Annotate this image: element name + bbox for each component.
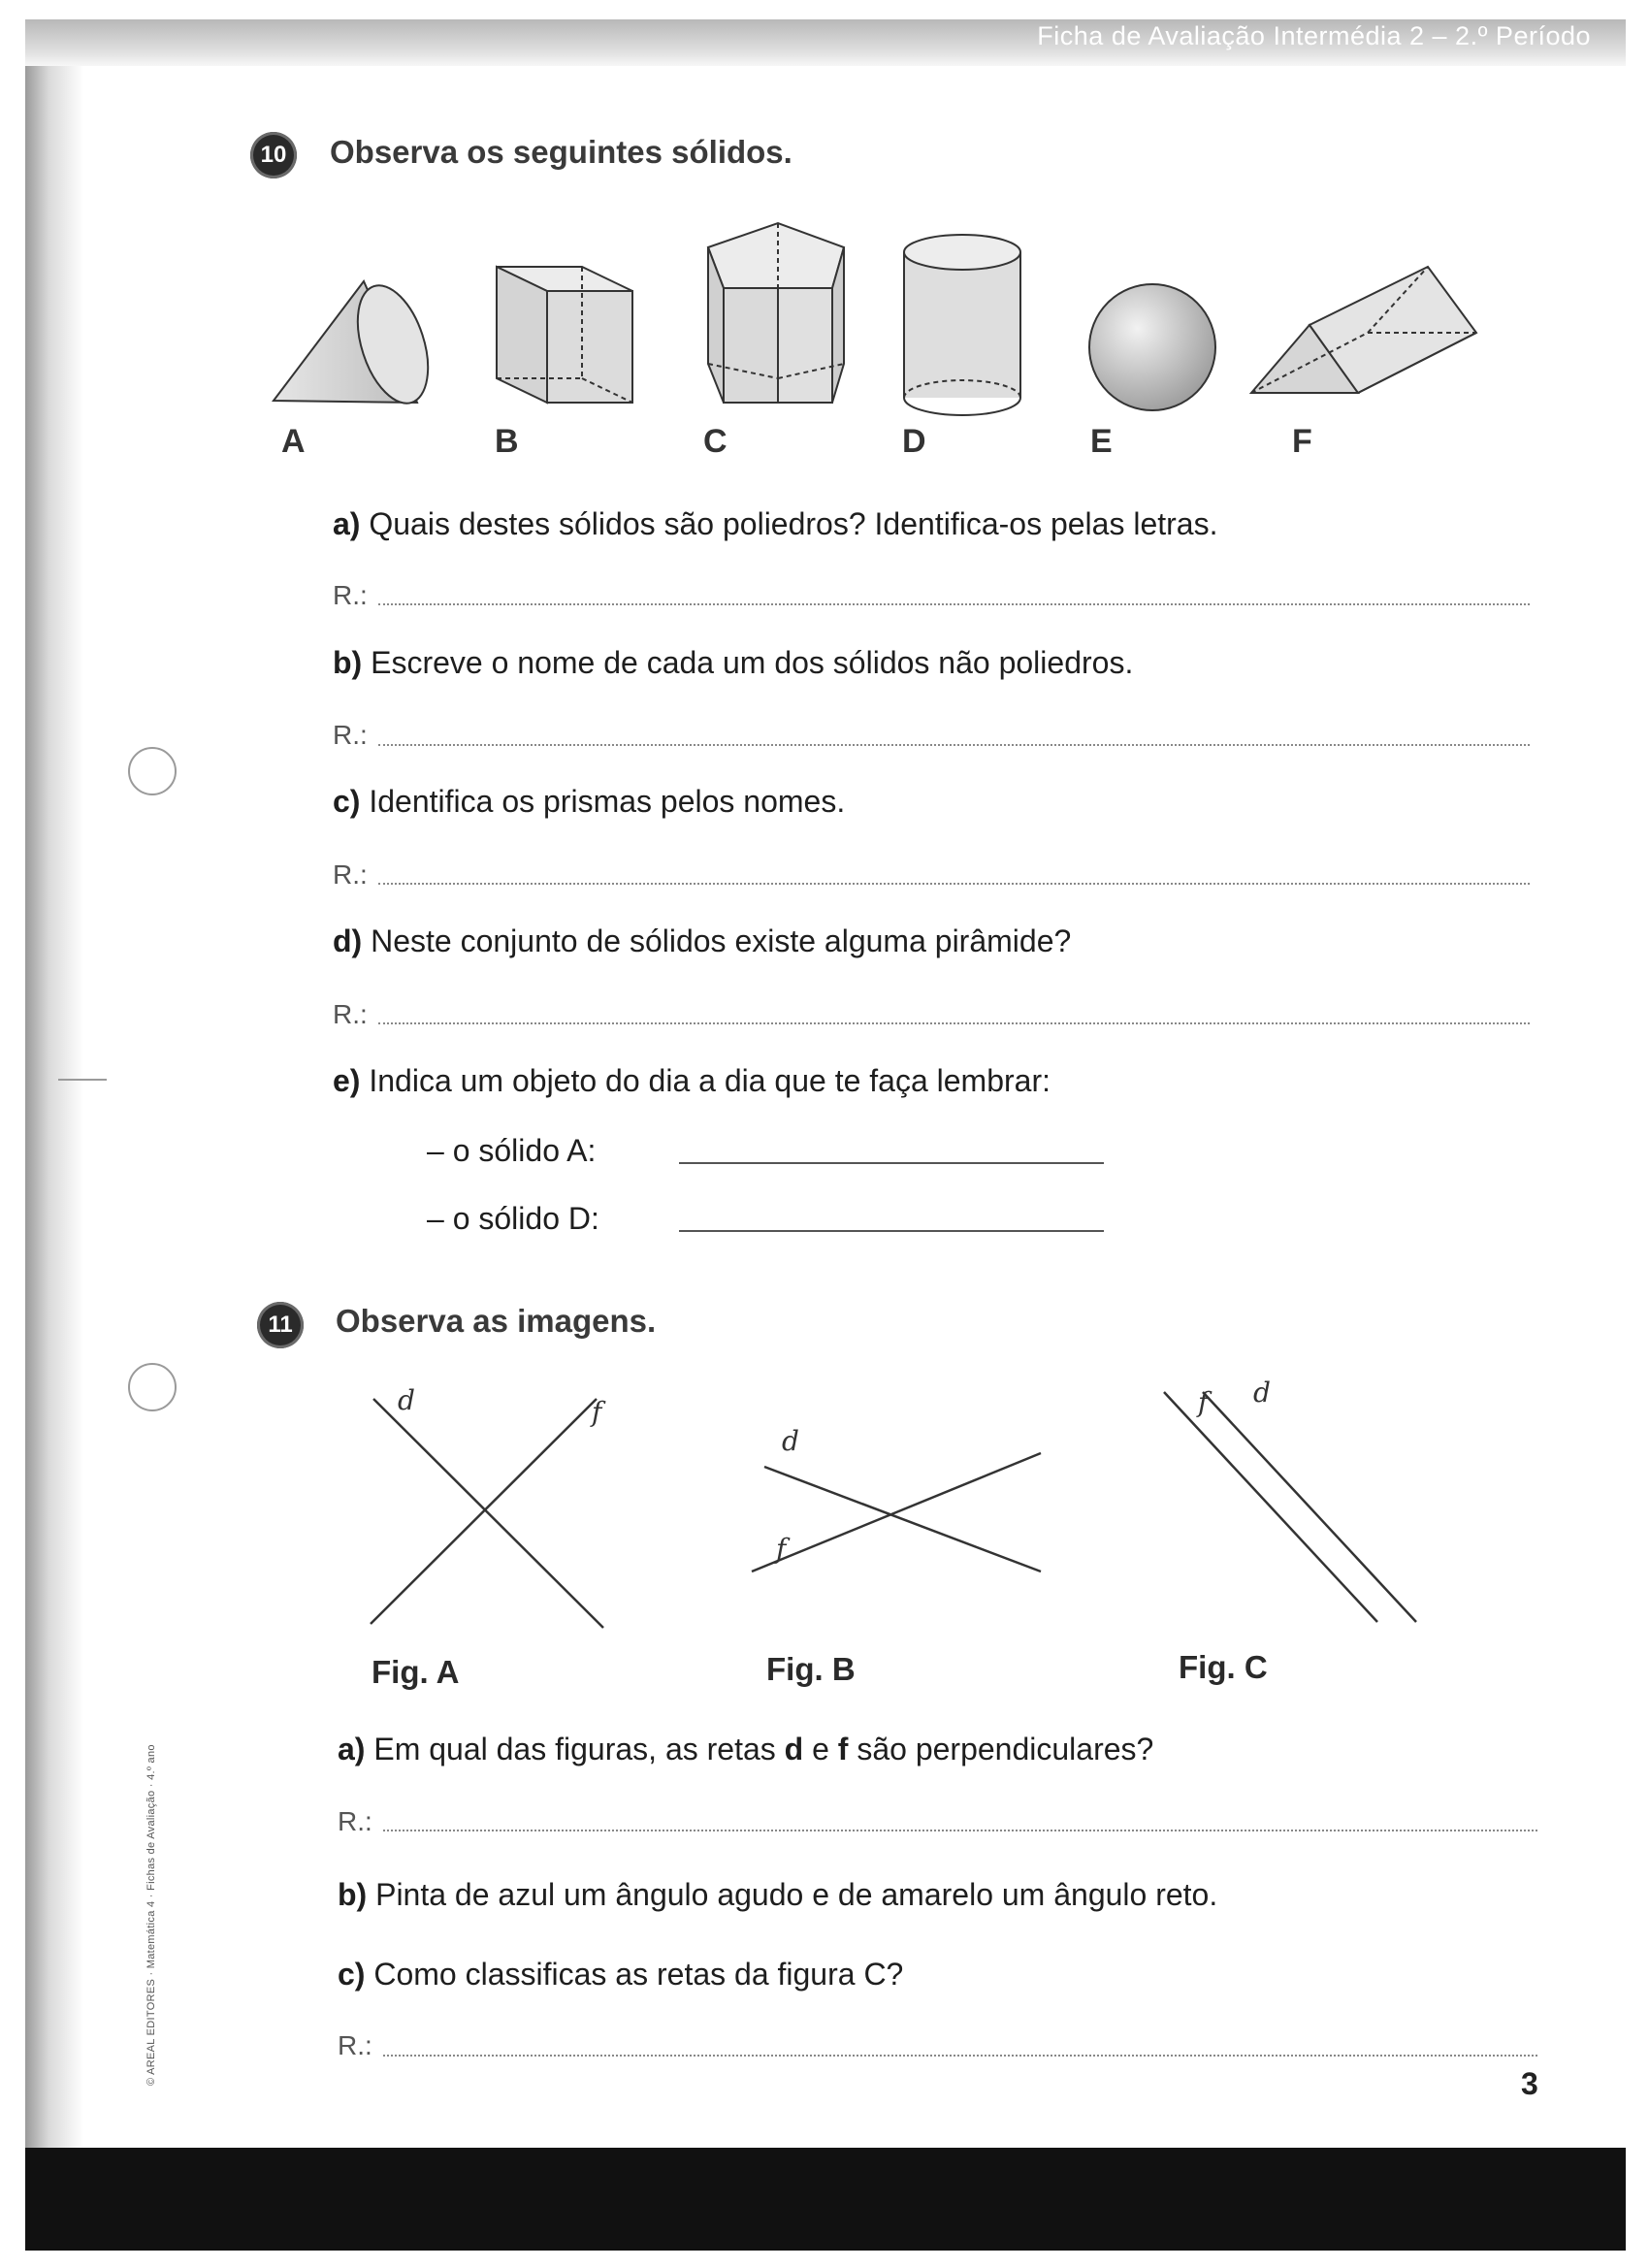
question-text-post: são perpendiculares? (848, 1732, 1154, 1766)
question-10c (333, 784, 845, 820)
figure-c-lines (1164, 1392, 1416, 1622)
question-10b (333, 645, 1133, 681)
exercise-10-title: Observa os seguintes sólidos. (330, 134, 792, 170)
figure-b-lines (752, 1453, 1041, 1571)
solid-label-a: A (281, 423, 306, 460)
question-10d (333, 923, 1071, 959)
answer-label: R.: (338, 1806, 372, 1836)
figure-a-label-f: f (592, 1396, 602, 1428)
question-text: Como classificas as retas da figura C? (373, 1957, 904, 1992)
question-11a (338, 1732, 1153, 1767)
question-11c (338, 1957, 903, 1993)
exercise-11-number: 11 (257, 1302, 304, 1348)
fold-mark (58, 1079, 107, 1081)
answer-label: R.: (333, 859, 368, 890)
header-title: Ficha de Avaliação Intermédia 2 – 2.º Período (1037, 21, 1591, 50)
answer-label: R.: (338, 2030, 372, 2060)
question-10e (333, 1063, 1051, 1099)
cone-solid (274, 276, 441, 412)
solid-label-e: E (1090, 423, 1113, 460)
answer-line-11a[interactable] (383, 1830, 1537, 1831)
question-10a (333, 506, 1217, 542)
solid-label-c: C (703, 423, 728, 460)
scan-binding-shadow (25, 19, 83, 2154)
question-letter: a) (338, 1732, 366, 1766)
question-text: Pinta de azul um ângulo agudo e de amarelo um ângulo reto. (375, 1877, 1218, 1912)
triangular-prism-solid (1251, 267, 1476, 393)
figure-a-lines (371, 1399, 603, 1628)
figure-a-caption: Fig. A (372, 1654, 460, 1690)
exercise-11-title: Observa as imagens. (336, 1303, 657, 1339)
answer-line-10d[interactable] (378, 1022, 1530, 1024)
item-solid-d: – o sólido D: (427, 1201, 599, 1236)
solid-label-b: B (495, 423, 519, 460)
pentagonal-prism-solid (708, 223, 844, 403)
answer-line-10b[interactable] (378, 744, 1530, 746)
cylinder-solid (904, 235, 1020, 415)
question-letter: e) (333, 1063, 361, 1098)
answer-line-solid-d[interactable] (679, 1230, 1104, 1232)
figure-a-label-d: d (398, 1384, 415, 1416)
solid-label-f: F (1292, 423, 1312, 460)
solids-illustration (262, 209, 1523, 470)
question-text: Neste conjunto de sólidos existe alguma pirâmide? (371, 923, 1072, 958)
answer-line-solid-a[interactable] (679, 1162, 1104, 1164)
question-letter: b) (333, 645, 363, 680)
question-11b (338, 1877, 1217, 1913)
question-text: Escreve o nome de cada um dos sólidos não poliedros. (371, 645, 1134, 680)
figure-b-label-f: f (776, 1533, 787, 1565)
scan-margin (0, 0, 25, 2268)
question-text: Indica um objeto do dia a dia que te faça lembrar: (369, 1063, 1051, 1098)
question-letter: c) (338, 1957, 366, 1992)
question-text-mid: e (803, 1732, 838, 1766)
question-letter: a) (333, 506, 361, 541)
binder-hole (128, 1363, 177, 1411)
item-solid-a: – o sólido A: (427, 1133, 597, 1168)
figure-c-label-d: d (1253, 1377, 1271, 1409)
solid-label-d: D (902, 423, 926, 460)
answer-line-11c[interactable] (383, 2055, 1537, 2057)
figure-c-label-f: f (1198, 1386, 1209, 1418)
answer-label: R.: (333, 720, 368, 750)
exercise-10-number: 10 (250, 132, 297, 178)
answer-label: R.: (333, 999, 368, 1029)
question-text: Quais destes sólidos são poliedros? Identifica-os pelas letras. (369, 506, 1218, 541)
copyright-note: © AREAL EDITORES · Matemática 4 · Fichas de Avaliação · 4.º ano (146, 1744, 157, 2086)
question-text: Identifica os prismas pelos nomes. (369, 784, 846, 819)
figure-b-caption: Fig. B (766, 1651, 856, 1687)
question-letter: c) (333, 784, 361, 819)
question-letter: b) (338, 1877, 368, 1912)
line-name-f: f (837, 1732, 849, 1766)
sphere-solid (1089, 284, 1215, 410)
answer-line-10a[interactable] (378, 603, 1530, 605)
figure-c-caption: Fig. C (1179, 1649, 1268, 1685)
answer-label: R.: (333, 580, 368, 610)
lines-illustration (349, 1377, 1494, 1669)
line-name-d: d (784, 1732, 804, 1766)
page-number: 3 (1521, 2066, 1538, 2101)
question-letter: d) (333, 923, 363, 958)
question-text-pre: Em qual das figuras, as retas (373, 1732, 785, 1766)
answer-line-10c[interactable] (378, 883, 1530, 885)
figure-b-label-d: d (782, 1425, 799, 1457)
scan-bottom-edge (25, 2148, 1626, 2251)
binder-hole (128, 747, 177, 795)
